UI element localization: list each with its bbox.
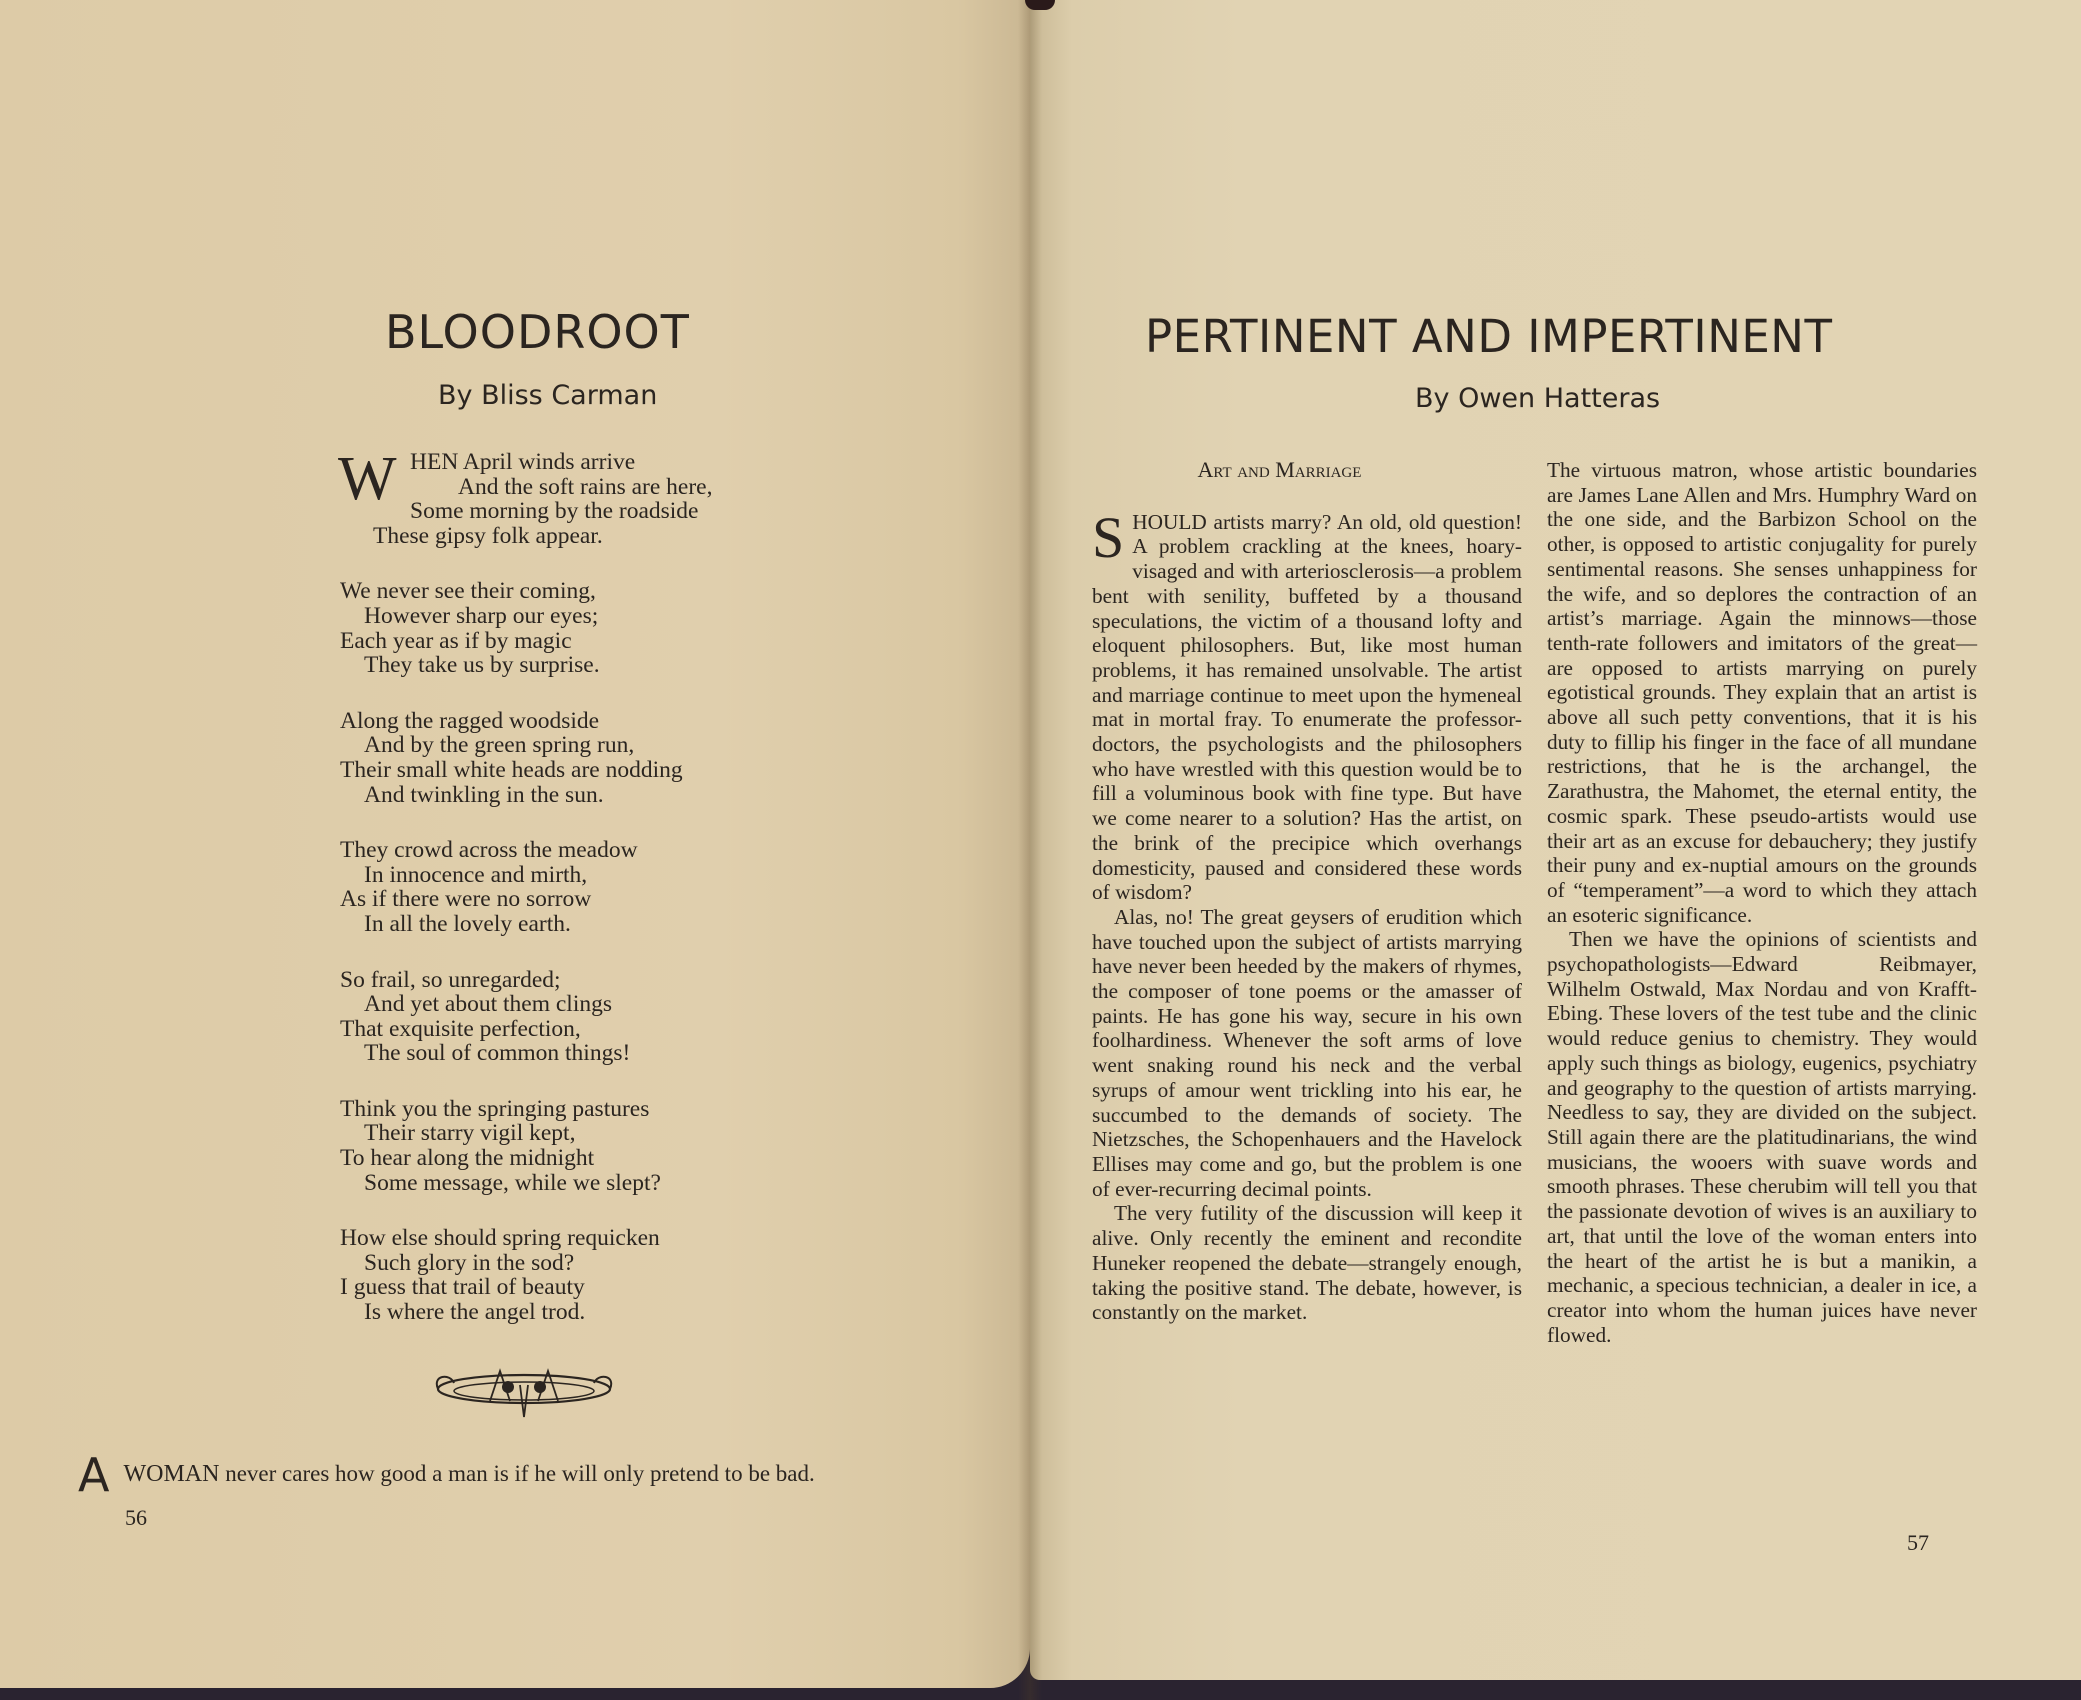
epigram-initial: A: [78, 1448, 110, 1502]
stanza: [340, 838, 712, 936]
poem-line: Their starry vigil kept,: [364, 1120, 576, 1147]
stanza: [340, 1226, 712, 1324]
section-heading: Art and Marriage: [1197, 457, 1362, 482]
stanza: [340, 968, 712, 1066]
poem-line: So frail, so unregarded;: [340, 966, 561, 993]
poem-line: And the soft rains are here,: [458, 473, 713, 500]
poem-body: [338, 445, 713, 1356]
paragraph: Alas, no! The great geysers of erudition which have touched upon the subject of artists marrying have never been heeded by the makers of rhymes, the composer of tone poems or the amasser of paints. He has gone his way, secure in his own foolhardiness. Whenever the soft arms of love went snaking round his neck and the verbal syrups of amour went trickling into his ear, he succumbed to the demands of society. The Nietzsches, the Schopenhauers and the Havelock Ellises may come and go, but the problem is one of ever-recurring decimal points.: [1092, 904, 1522, 1201]
poem-line: How else should spring requicken: [340, 1225, 660, 1252]
stanza: [340, 1097, 712, 1195]
poem-line: Their small white heads are nodding: [340, 756, 683, 783]
poem-line: To hear along the midnight: [340, 1145, 595, 1172]
floral-ornament-icon: [430, 1365, 618, 1420]
poem-title: BLOODROOT: [385, 305, 690, 359]
poem-line: Think you the springing pastures: [340, 1095, 650, 1122]
poem-line: And yet about them clings: [364, 991, 613, 1018]
drop-cap: S: [1092, 504, 1125, 570]
poem-line: Is where the angel trod.: [364, 1299, 586, 1326]
article-author: By Owen Hatteras: [1415, 383, 1661, 414]
drop-cap: W: [338, 445, 397, 513]
paragraph: [1092, 504, 1522, 905]
paragraph: The virtuous matron, whose artistic boundaries are James Lane Allen and Mrs. Humphry Ward on the one side, and the Barbizon School on the other, is opposed to artistic conjugality for purely sentimental reasons. She senses unhappiness for the wife, and so deplores the contraction of an artist’s marriage. Again the minnows—those tenth-rate followers and imitators of the great—are opposed to artists marrying on purely egotistical grounds. They explain that an artist is above all such petty conventions, that it is his duty to fillip his finger in the face of all mundane restrictions, that he is the archangel, the Zarathustra, the Mahomet, the eternal entity, the cosmic spark. These pseudo-artists would use their art as an excuse for debauchery; they justify their puny and ex-nuptial amours on the grounds of “temperament”—a word to which they attach an esoteric significance.: [1547, 458, 1977, 927]
stanza: [340, 579, 712, 677]
article-title: PERTINENT AND IMPERTINENT: [1145, 310, 1833, 363]
poem-author: By Bliss Carman: [438, 380, 658, 411]
poem-line: The soul of common things!: [364, 1040, 631, 1067]
stanza: [340, 709, 712, 807]
poem-line: I guess that trail of beauty: [340, 1274, 585, 1301]
poem-line: Each year as if by magic: [340, 627, 572, 654]
page-number: 56: [125, 1505, 147, 1530]
poem-line: These gipsy folk appear.: [373, 522, 603, 549]
poem-line: They crowd across the meadow: [340, 837, 638, 864]
poem-line: Some message, while we slept?: [364, 1169, 661, 1196]
epigram-caps: WOMAN: [123, 1461, 220, 1487]
poem-line: In innocence and mirth,: [364, 861, 588, 888]
article-column-right: [1547, 458, 1977, 1347]
poem-line: Such glory in the sod?: [364, 1249, 575, 1276]
left-page: [0, 0, 1030, 1688]
paragraph-text: HOULD artists marry? An old, old question! A problem crackling at the knees, hoary-visaged and with arteriosclerosis—a problem bent with senility, buffeted by a thousand speculations, the victim of a thousand lofty and eloquent philosophers. But, like most human problems, it has remained unsolvable. The artist and marriage continue to meet upon the hymeneal mat in mortal fray. To enumerate the professor-doctors, the psychologists and the philosophers who have wrestled with this question would be to fill a voluminous book with fine type. But have we come nearer to a solution? Has the artist, on the brink of the precipice which overhangs domesticity, paused and considered these words of wisdom?: [1092, 509, 1522, 905]
paragraph: Then we have the opinions of scientists and psychopathologists—Edward Reibmayer, Wilhelm Ostwald, Max Nordau and von Krafft-Ebing. These lovers of the test tube and the clinic would reduce genius to chemistry. They would apply such things as biology, eugenics, psychiatry and geography to the question of artists marrying. Needless to say, they are divided on the subject. Still again there are the platitudinarians, the wind musicians, the wooers with suave words and smooth phrases. These cherubim will tell you that the passionate devotion of wives is an auxiliary to art, that until the love of the woman enters into the heart of the artist he is but a manikin, a mechanic, a specious technician, a dealer in ice, a creator into whom the human juices have never flowed.: [1547, 927, 1977, 1347]
epigram-text: never cares how good a man is if he will only pretend to be bad.: [225, 1461, 815, 1486]
poem-line: Some morning by the roadside: [410, 498, 699, 525]
poem-line: They take us by surprise.: [364, 652, 600, 679]
poem-line: That exquisite perfection,: [340, 1015, 581, 1042]
epigram: [78, 1448, 815, 1502]
poem-line: However sharp our eyes;: [364, 602, 599, 629]
gutter-shadow: [1018, 0, 1042, 1700]
poem-line: HEN April winds arrive: [410, 449, 636, 475]
poem-line: And twinkling in the sun.: [364, 781, 604, 808]
paragraph: The very futility of the discussion will keep it alive. Only recently the eminent and recondite Huneker reopened the debate—strangely enough, taking the positive stand. The debate, however, is constantly on the market.: [1092, 1201, 1522, 1325]
poem-line: We never see their coming,: [340, 578, 596, 605]
page-number: 57: [1907, 1530, 1929, 1555]
article-column-left: [1092, 458, 1522, 1325]
poem-line: And by the green spring run,: [364, 732, 635, 759]
poem-line: Along the ragged woodside: [340, 707, 600, 734]
poem-line: As if there were no sorrow: [340, 886, 592, 913]
poem-line: In all the lovely earth.: [364, 910, 571, 937]
